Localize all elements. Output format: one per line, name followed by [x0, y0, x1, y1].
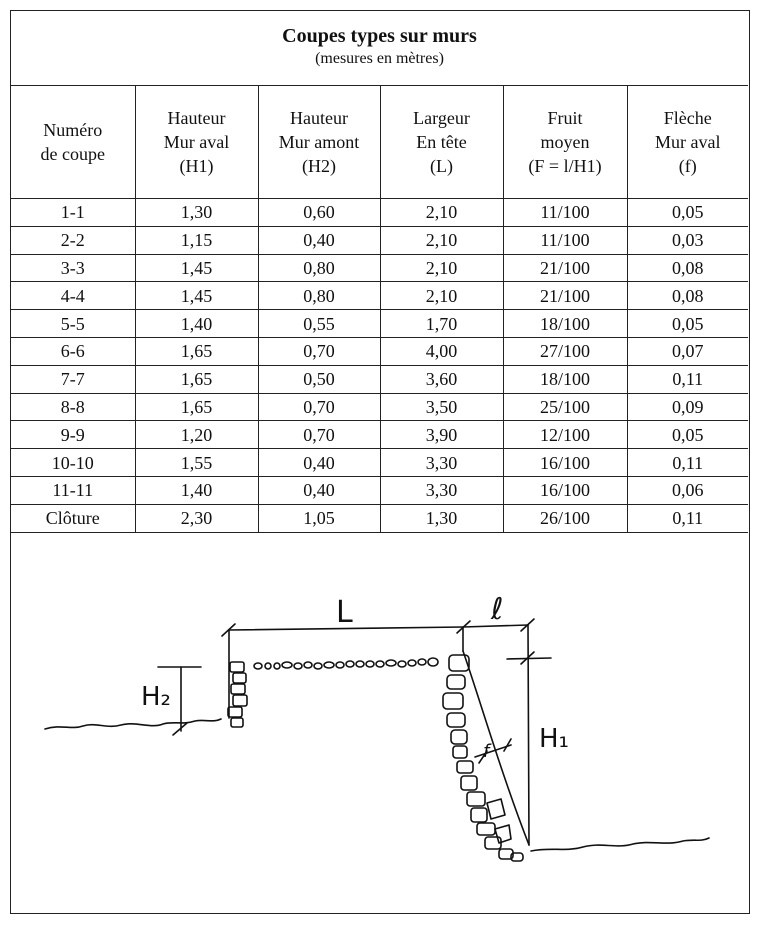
column-header-line: de coupe: [40, 144, 105, 164]
table-cell: 1,40: [135, 310, 258, 338]
table-cell: 2-2: [11, 226, 135, 254]
table-cell: 9-9: [11, 421, 135, 449]
table-cell: 3,30: [380, 476, 503, 504]
table-cell: 2,10: [380, 282, 503, 310]
column-header-2: [135, 86, 258, 199]
table-row: [11, 310, 748, 338]
table-cell: 1,05: [258, 504, 380, 532]
table-row: [11, 421, 748, 449]
table-cell: 0,07: [627, 337, 748, 365]
table-cell: 0,70: [258, 393, 380, 421]
table-row: [11, 504, 748, 532]
table-cell: 3,30: [380, 449, 503, 477]
table-cell: 25/100: [503, 393, 627, 421]
table-cell: 2,10: [380, 254, 503, 282]
table-header-row: [11, 86, 748, 199]
table-row: [11, 226, 748, 254]
table-cell: 0,03: [627, 226, 748, 254]
table-cell: 2,10: [380, 199, 503, 227]
table-cell: 26/100: [503, 504, 627, 532]
column-header-line: Fruit: [547, 108, 583, 128]
table-cell: 0,80: [258, 254, 380, 282]
table-cell: 1,55: [135, 449, 258, 477]
table-cell: 10-10: [11, 449, 135, 477]
table-cell: 1,45: [135, 254, 258, 282]
table-cell: 0,05: [627, 310, 748, 338]
table-row: [11, 254, 748, 282]
table-cell: 1,30: [380, 504, 503, 532]
table-cell: 0,05: [627, 421, 748, 449]
label-L: L: [336, 595, 353, 630]
table-cell: 0,60: [258, 199, 380, 227]
table-row: [11, 199, 748, 227]
table-cell: 0,70: [258, 337, 380, 365]
table-cell: 1,65: [135, 365, 258, 393]
column-header-line: Mur aval: [163, 132, 230, 152]
table-cell: 0,08: [627, 254, 748, 282]
table-cell: 0,70: [258, 421, 380, 449]
table-row: [11, 449, 748, 477]
table-cell: 0,40: [258, 449, 380, 477]
table-cell: 18/100: [503, 310, 627, 338]
table-body: [11, 199, 748, 533]
table-cell: 2,10: [380, 226, 503, 254]
pebble-row: [254, 658, 438, 669]
table-cell: 18/100: [503, 365, 627, 393]
table-cell: 3-3: [11, 254, 135, 282]
table-cell: 0,11: [627, 504, 748, 532]
table-cell: 21/100: [503, 282, 627, 310]
table-row: [11, 476, 748, 504]
table-cell: 0,55: [258, 310, 380, 338]
page-title: Coupes types sur murs: [282, 25, 477, 47]
table-cell: 0,40: [258, 226, 380, 254]
table-cell: 0,50: [258, 365, 380, 393]
column-header-line: En tête: [416, 132, 467, 152]
column-header-line: Hauteur: [290, 108, 348, 128]
table-cell: 1,65: [135, 393, 258, 421]
table-row: [11, 282, 748, 310]
wall-batter-line: [463, 651, 529, 845]
table-cell: 0,06: [627, 476, 748, 504]
table-cell: 4,00: [380, 337, 503, 365]
left-ground-line: [45, 719, 221, 729]
table-row: [11, 337, 748, 365]
column-header-line: (F = l/H1): [528, 156, 602, 176]
table-cell: 27/100: [503, 337, 627, 365]
table-cell: 0,08: [627, 282, 748, 310]
table-cell: 4-4: [11, 282, 135, 310]
column-header-1: [11, 86, 135, 199]
label-H1: H₁: [539, 724, 569, 754]
page-subtitle: (mesures en mètres): [315, 50, 444, 67]
column-header-line: Numéro: [43, 120, 103, 140]
table-cell: 1,20: [135, 421, 258, 449]
label-f: f: [483, 741, 490, 762]
column-header-5: [503, 86, 627, 199]
table-cell: 0,09: [627, 393, 748, 421]
table-cell: 11/100: [503, 226, 627, 254]
table-cell: 3,50: [380, 393, 503, 421]
column-header-line: moyen: [540, 132, 590, 152]
table-cell: 1-1: [11, 199, 135, 227]
table-cell: 2,30: [135, 504, 258, 532]
title-box: [11, 11, 748, 86]
table-cell: 1,30: [135, 199, 258, 227]
column-header-line: Mur amont: [278, 132, 360, 152]
column-header-line: (L): [430, 156, 453, 176]
label-H2: H₂: [141, 682, 171, 712]
table-cell: 21/100: [503, 254, 627, 282]
table-cell: 1,40: [135, 476, 258, 504]
table-cell: 11/100: [503, 199, 627, 227]
table-cell: 1,70: [380, 310, 503, 338]
table-cell: 5-5: [11, 310, 135, 338]
table-row: [11, 393, 748, 421]
column-header-line: Flèche: [663, 108, 712, 128]
table-cell: 1,15: [135, 226, 258, 254]
table-cell: 1,65: [135, 337, 258, 365]
column-header-line: Mur aval: [655, 132, 721, 152]
column-header-line: (f): [678, 156, 697, 176]
table-cell: 3,90: [380, 421, 503, 449]
column-header-line: (H2): [302, 156, 336, 176]
column-header-4: [380, 86, 503, 199]
table-cell: 7-7: [11, 365, 135, 393]
table-cell: 0,11: [627, 365, 748, 393]
table-cell: Clôture: [11, 504, 135, 532]
wall-cross-section-diagram: [11, 533, 748, 913]
column-header-6: [627, 86, 748, 199]
table-cell: 3,60: [380, 365, 503, 393]
table-cell: 0,05: [627, 199, 748, 227]
measurements-table: [11, 85, 748, 533]
table-cell: 12/100: [503, 421, 627, 449]
table-row: [11, 365, 748, 393]
table-cell: 0,40: [258, 476, 380, 504]
table-cell: 0,80: [258, 282, 380, 310]
document-frame: [10, 10, 750, 914]
column-header-line: Largeur: [413, 108, 470, 128]
table-cell: 11-11: [11, 476, 135, 504]
table-cell: 16/100: [503, 449, 627, 477]
table-cell: 0,11: [627, 449, 748, 477]
table-cell: 16/100: [503, 476, 627, 504]
column-header-3: [258, 86, 380, 199]
right-ground-line: [531, 838, 709, 851]
column-header-line: (H1): [179, 156, 214, 176]
label-l: ℓ: [491, 592, 504, 627]
table-cell: 8-8: [11, 393, 135, 421]
column-header-line: Hauteur: [167, 108, 226, 128]
table-cell: 1,45: [135, 282, 258, 310]
table-cell: 6-6: [11, 337, 135, 365]
